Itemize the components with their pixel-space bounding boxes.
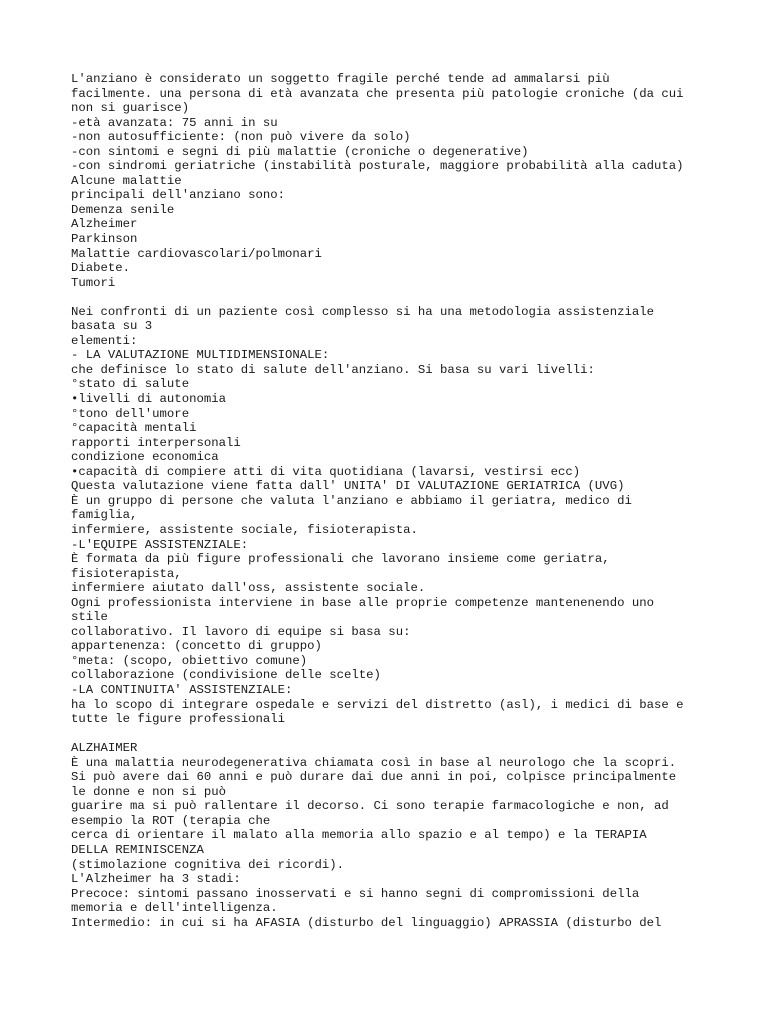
text-line: Si può avere dai 60 anni e può durare dai due anni in poi, colpisce principalmente bbox=[71, 770, 677, 785]
text-line: ALZHAIMER bbox=[71, 741, 138, 756]
text-line: Ogni professionista interviene in base alle proprie competenze mantenenendo uno bbox=[71, 595, 654, 610]
text-line: Tumori bbox=[71, 275, 116, 290]
text-line: Nei confronti di un paziente così complesso si ha una metodologia assistenziale bbox=[71, 304, 654, 319]
text-line: Malattie cardiovascolari/polmonari bbox=[71, 246, 322, 261]
text-line: facilmente. una persona di età avanzata che presenta più patologie croniche (da cui bbox=[71, 86, 684, 101]
text-line: le donne e non si può bbox=[71, 784, 226, 799]
text-line: -L'EQUIPE ASSISTENZIALE: bbox=[71, 537, 249, 552]
text-line: basata su 3 bbox=[71, 319, 153, 334]
text-line: infermiere aiutato dall'oss, assistente sociale. bbox=[71, 581, 426, 596]
text-line: ha lo scopo di integrare ospedale e servizi del distretto (asl), i medici di base e bbox=[71, 697, 684, 712]
text-line: L'anziano è considerato un soggetto fragile perché tende ad ammalarsi più bbox=[71, 72, 610, 86]
text-line: stile bbox=[71, 610, 108, 625]
text-line: guarire ma si può rallentare il decorso. Ci sono terapie farmacologiche e non, ad bbox=[71, 799, 669, 814]
text-line: °capacità mentali bbox=[71, 421, 197, 436]
text-line: °tono dell'umore bbox=[71, 406, 190, 421]
text-line: Demenza senile bbox=[71, 202, 175, 217]
text-line: famiglia, bbox=[71, 508, 138, 523]
text-line: tutte le figure professionali bbox=[71, 712, 286, 727]
document-page bbox=[71, 72, 711, 930]
text-line: °stato di salute bbox=[71, 377, 190, 392]
text-line: memoria e dell'intelligenza. bbox=[71, 901, 278, 916]
text-line: -LA CONTINUITA' ASSISTENZIALE: bbox=[71, 682, 293, 697]
text-line: Intermedio: in cui si ha AFASIA (disturbo del linguaggio) APRASSIA (disturbo del bbox=[71, 915, 662, 930]
text-line: cerca di orientare il malato alla memoria allo spazio e al tempo) e la TERAPIA bbox=[71, 828, 647, 843]
text-line: È un gruppo di persone che valuta l'anziano e abbiamo il geriatra, medico di bbox=[71, 493, 632, 508]
text-line: che definisce lo stato di salute dell'anziano. Si basa su vari livelli: bbox=[71, 362, 595, 377]
text-line: esempio la ROT (terapia che bbox=[71, 813, 271, 828]
text-line: -con sindromi geriatriche (instabilità posturale, maggiore probabilità alla caduta) bbox=[71, 159, 684, 174]
text-line: fisioterapista, bbox=[71, 566, 182, 581]
text-line: •livelli di autonomia bbox=[71, 392, 226, 407]
text-line: collaborazione (condivisione delle scelte) bbox=[71, 668, 381, 683]
text-line: -età avanzata: 75 anni in su bbox=[71, 115, 278, 130]
text-line: Alzheimer bbox=[71, 217, 138, 232]
text-line: infermiere, assistente sociale, fisioterapista. bbox=[71, 522, 418, 537]
text-line: non si guarisce) bbox=[71, 101, 190, 116]
text-line: •capacità di compiere atti di vita quotidiana (lavarsi, vestirsi ecc) bbox=[71, 464, 581, 479]
text-line: Alcune malattie bbox=[71, 173, 182, 188]
text-line bbox=[71, 290, 711, 305]
text-line: Precoce: sintomi passano inosservati e si hanno segni di compromissioni della bbox=[71, 886, 640, 901]
text-line: - LA VALUTAZIONE MULTIDIMENSIONALE: bbox=[71, 348, 330, 363]
text-line: principali dell'anziano sono: bbox=[71, 188, 286, 203]
text-line: DELLA REMINISCENZA bbox=[71, 842, 204, 857]
text-line: Diabete. bbox=[71, 261, 131, 276]
text-line: È una malattia neurodegenerativa chiamata così in base al neurologo che la scopri. bbox=[71, 755, 677, 770]
text-line: -con sintomi e segni di più malattie (croniche o degenerative) bbox=[71, 144, 529, 159]
text-line: Parkinson bbox=[71, 232, 138, 247]
text-line: condizione economica bbox=[71, 450, 219, 465]
text-line: rapporti interpersonali bbox=[71, 435, 241, 450]
text-line: elementi: bbox=[71, 333, 138, 348]
text-line: -non autosufficiente: (non può vivere da solo) bbox=[71, 130, 411, 145]
text-line: (stimolazione cognitiva dei ricordi). bbox=[71, 857, 345, 872]
text-line: Questa valutazione viene fatta dall' UNITA' DI VALUTAZIONE GERIATRICA (UVG) bbox=[71, 479, 625, 494]
text-line: °meta: (scopo, obiettivo comune) bbox=[71, 653, 308, 668]
text-line: collaborativo. Il lavoro di equipe si basa su: bbox=[71, 624, 411, 639]
text-line bbox=[71, 727, 711, 742]
text-line: È formata da più figure professionali che lavorano insieme come geriatra, bbox=[71, 552, 610, 567]
text-line: appartenenza: (concetto di gruppo) bbox=[71, 639, 322, 654]
text-line: L'Alzheimer ha 3 stadi: bbox=[71, 872, 241, 887]
